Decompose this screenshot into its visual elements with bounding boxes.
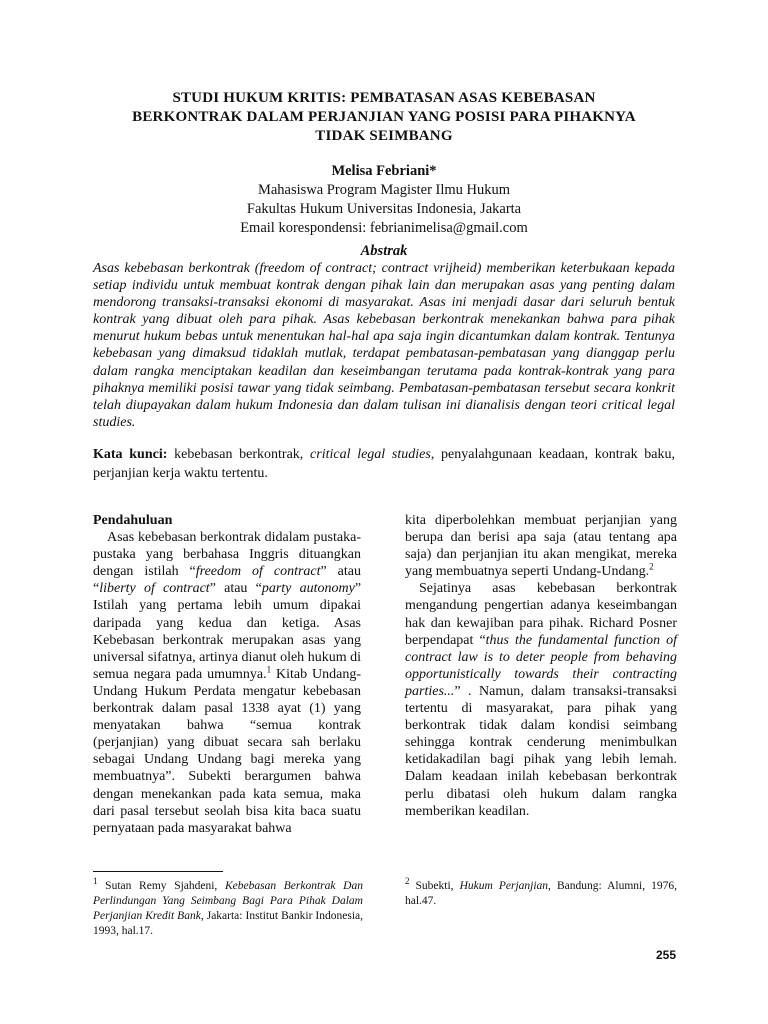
text-run: Asas kebebasan berkontrak didalam pustaka-pustaka yang berbahasa Inggris dituangkan dengan istilah “ bbox=[93, 530, 361, 580]
keywords-label: Kata kunci: bbox=[93, 447, 168, 462]
body-column-left bbox=[93, 512, 361, 837]
keywords-italic: critical legal studies bbox=[310, 447, 431, 462]
text-run: ” . Namun, dalam transaksi-transaksi tertentu di masyarakat, para pihak yang berkontrak tidak dalam kondisi seimbang sehingga kontrak cenderung menimbulkan ketidakadilan bagi pihak yang lebih lemah. Dalam keadaan inilah kebebasan berkontrak perlu dibatasi oleh hukum dalam rangka memberikan keadilan. bbox=[405, 683, 677, 819]
text-run: ” atau “ bbox=[93, 564, 361, 597]
text-run: ” atau “ bbox=[209, 581, 262, 597]
footnote-2 bbox=[405, 876, 678, 909]
text-run: , Bandung: Alumni, 1976, hal.47. bbox=[405, 880, 678, 907]
italic-term: freedom of contract bbox=[195, 564, 321, 580]
intro-paragraph-1-continued bbox=[405, 512, 677, 580]
title-line-1: STUDI HUKUM KRITIS: PEMBATASAN ASAS KEBEBASAN bbox=[172, 90, 596, 106]
abstract-heading: Abstrak bbox=[360, 243, 408, 259]
text-run: , Jakarta: Institut Bankir Indonesia, 1993, hal.17. bbox=[93, 910, 363, 937]
text-run: Sutan Remy Sjahdeni, bbox=[97, 880, 225, 892]
author-name: Melisa Febriani* bbox=[331, 163, 437, 179]
intro-paragraph-2 bbox=[405, 580, 677, 819]
text-run: Kitab Undang-Undang Hukum Perdata mengatur kebebasan berkontrak dalam pasal 1338 ayat (1) yang menyatakan bahwa “semua kontrak (perjanjian) yang dibuat secara sah berlaku sebagai Undang Undang bagi mereka yang membuatnya”. Subekti berargumen bahwa dengan menekankan pada kata semua, maka dari pasal tersebut seolah bisa kita baca suatu pernyataan pada masyarakat bahwa bbox=[93, 666, 361, 836]
author-affiliation-faculty: Fakultas Hukum Universitas Indonesia, Jakarta bbox=[246, 201, 522, 217]
page-number: 255 bbox=[655, 948, 676, 962]
italic-term: liberty of contract bbox=[99, 581, 210, 597]
body-column-right bbox=[405, 512, 677, 820]
paper-title bbox=[0, 89, 768, 146]
title-line-3: TIDAK SEIMBANG bbox=[315, 128, 453, 144]
italic-title: Kebebasan Berkontrak Dan Perlindungan Yang Seimbang Bagi Para Pihak Dalam Perjanjian Kredit Bank bbox=[93, 880, 363, 922]
footnote-number: 1 bbox=[93, 876, 98, 887]
title-line-2: BERKONTRAK DALAM PERJANJIAN YANG POSISI PARA PIHAKNYA bbox=[132, 109, 636, 125]
text-run: kita diperbolehkan membuat perjanjian yang berupa dan berisi apa saja (atau tentang apa saja) dan perjanjian itu akan mengikat, mereka yang membuatnya seperti Undang-Undang. bbox=[405, 513, 677, 580]
italic-title: Hukum Perjanjian bbox=[459, 880, 549, 892]
text-run: Subekti, bbox=[409, 880, 460, 892]
author-email: Email korespondensi: febrianimelisa@gmail.com bbox=[240, 220, 528, 236]
author-block bbox=[0, 162, 768, 238]
italic-term: party autonomy bbox=[261, 581, 355, 597]
keywords bbox=[93, 445, 675, 483]
keywords-part-1: kebebasan berkontrak, bbox=[174, 447, 311, 462]
keywords-part-2: , penyalahgunaan keadaan, kontrak baku, perjanjian kerja waktu tertentu. bbox=[93, 447, 676, 481]
footnote-1 bbox=[93, 876, 363, 939]
section-heading-pendahuluan: Pendahuluan bbox=[93, 513, 173, 528]
text-run: ” Istilah yang pertama lebih umum dipakai daripada yang kedua dan ketiga. Asas Kebebasan berkontrak merupakan asas yang universal sifatnya, artinya dianut oleh hukum di semua negara pada umumnya. bbox=[93, 581, 362, 682]
footnote-separator bbox=[93, 871, 223, 872]
abstract-text: Asas kebebasan berkontrak (freedom of contract; contract vrijheid) memberikan keterbukaan kepada setiap individu untuk membuat kontrak dengan pihak lain dan merupakan asas yang penting dalam mendorong transaksi-transaksi ekonomi di masyarakat. Asas ini menjadi dasar dari seluruh bentuk kontrak yang dibuat oleh para pihak. Asas kebebasan berkontrak menekankan bahwa para pihak menurut hukum bebas untuk menentukan hal-hal apa saja ingin dicantumkan dalam kontrak. Tentunya kebebasan yang dimaksud tidaklah mutlak, terdapat pembatasan-pembatasan yang dianggap perlu dalam rangka menciptakan keadilan dan keseimbangan terutama pada kontrak-kontrak yang para pihaknya memiliki posisi tawar yang tidak seimbang. Pembatasan-pembatasan tersebut secara konkrit telah diupayakan dalam hukum Indonesia dan dalam tulisan ini dianalisis dengan teori critical legal studies. bbox=[93, 261, 675, 430]
author-affiliation-program: Mahasiswa Program Magister Ilmu Hukum bbox=[257, 182, 511, 198]
italic-quote: thus the fundamental function of contract law is to deter people from behaving opportunistically towards their contracting parties... bbox=[405, 632, 677, 699]
footnote-number: 2 bbox=[405, 876, 410, 887]
footnote-ref-2[interactable]: 2 bbox=[649, 561, 654, 572]
text-run: Sejatinya asas kebebasan berkontrak mengandung pengertian adanya keseimbangan hak dan kewajiban para pihak. Richard Posner berpendapat “ bbox=[405, 581, 677, 648]
footnote-ref-1[interactable]: 1 bbox=[266, 664, 272, 675]
intro-paragraph-1 bbox=[93, 529, 361, 837]
